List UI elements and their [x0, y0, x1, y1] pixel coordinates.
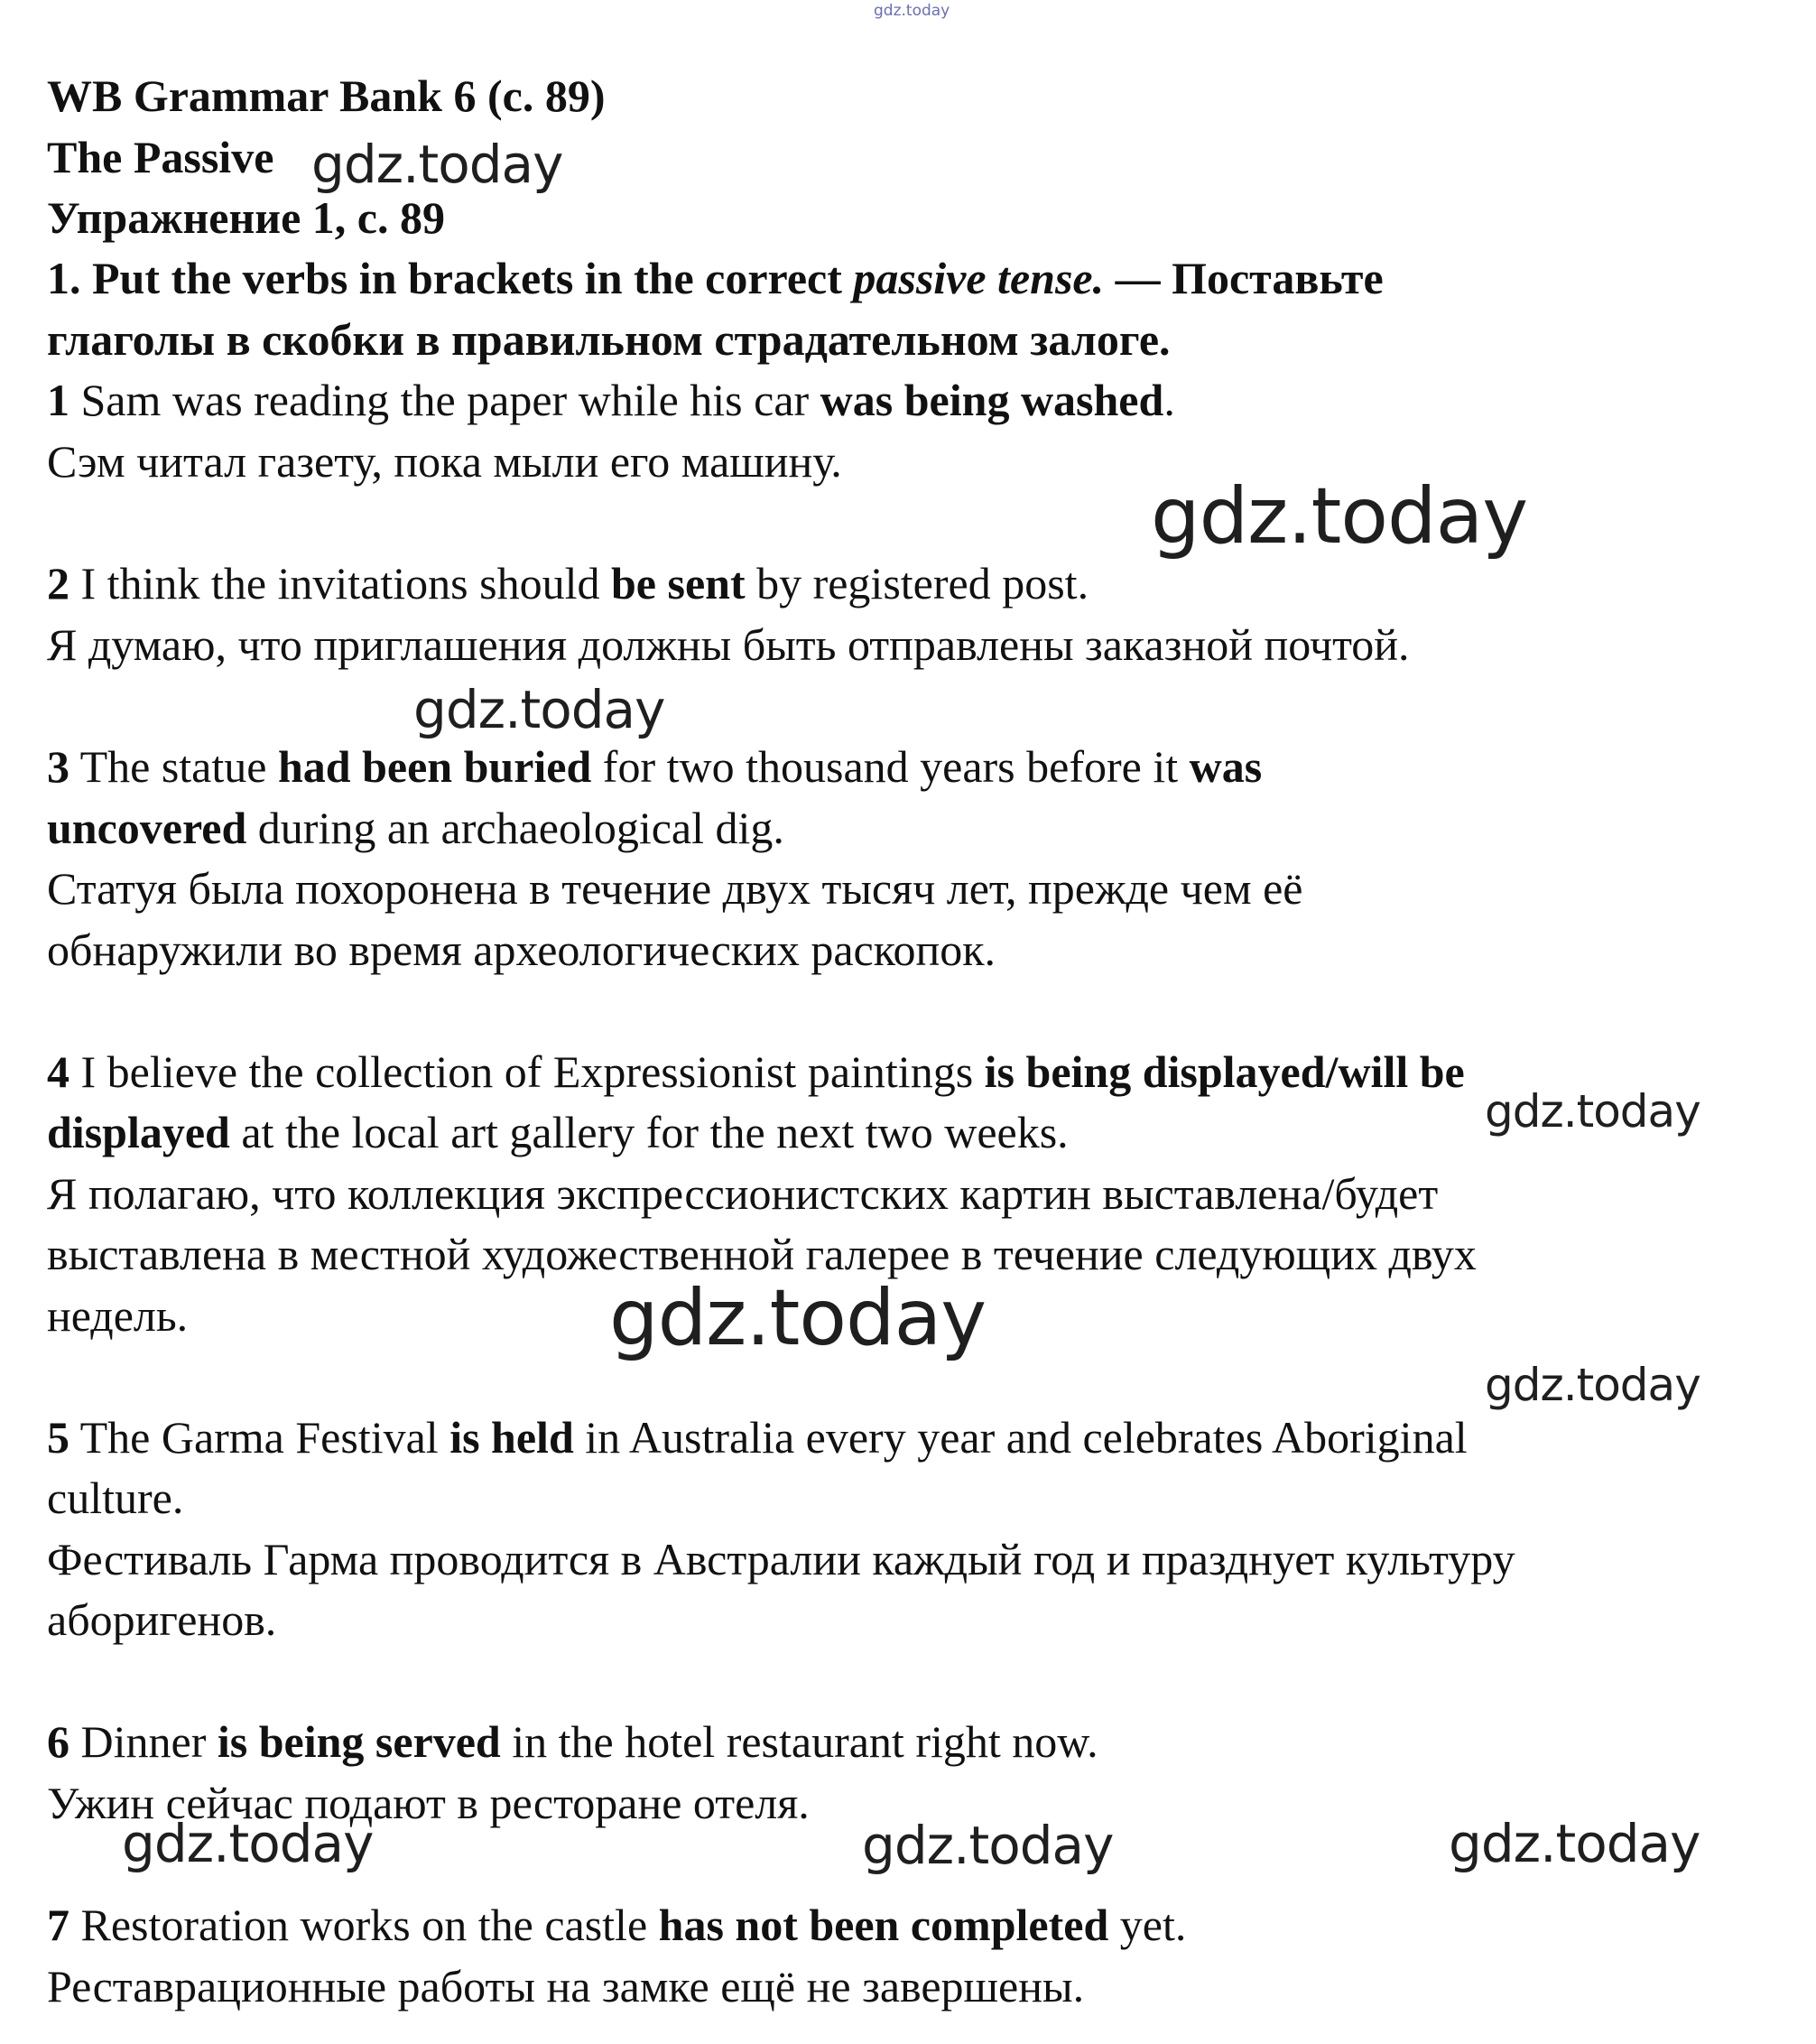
watermark: gdz.today [1151, 471, 1528, 562]
item-5-russian-line-1: Фестиваль Гарма проводится в Австралии каждый год и празднует культуру [47, 1534, 1515, 1584]
watermark: gdz.today [413, 679, 665, 740]
section-title: The Passive [47, 132, 274, 182]
item-3-english-line-2: uncovered during an archaeological dig. [47, 803, 784, 853]
item-5-english-line-1: 5 The Garma Festival is held in Australia every year and celebrates Aboriginal [47, 1412, 1468, 1463]
exercise-title: Упражнение 1, с. 89 [47, 192, 445, 243]
watermark: gdz.today [862, 1815, 1114, 1876]
item-1-russian: Сэм читал газету, пока мыли его машину. [47, 436, 842, 487]
item-7-russian: Реставрационные работы на замке ещё не завершены. [47, 1961, 1085, 2011]
item-1-english: 1 Sam was reading the paper while his car was being washed. [47, 375, 1175, 425]
item-4-russian-line-3: недель. [47, 1290, 189, 1341]
item-4-english-line-1: 4 I believe the collection of Expressionist paintings is being displayed/will be [47, 1046, 1465, 1097]
task-instruction-line-1: 1. Put the verbs in brackets in the correct passive tense. — Поставьте [47, 253, 1384, 303]
page-title: WB Grammar Bank 6 (с. 89) [47, 70, 606, 121]
watermark: gdz.today [122, 1813, 374, 1874]
item-2-english: 2 I think the invitations should be sent by registered post. [47, 558, 1089, 609]
watermark: gdz.today [311, 134, 563, 195]
watermark: gdz.today [1485, 1359, 1700, 1411]
item-3-russian-line-2: обнаружили во время археологических раскопок. [47, 924, 996, 975]
item-3-russian-line-1: Статуя была похоронена в течение двух тысяч лет, прежде чем её [47, 863, 1303, 914]
watermark-top: gdz.today [874, 2, 950, 20]
item-3-english-line-1: 3 The statue had been buried for two thousand years before it was [47, 741, 1263, 792]
item-6-english: 6 Dinner is being served in the hotel restaurant right now. [47, 1716, 1098, 1767]
item-5-russian-line-2: аборигенов. [47, 1594, 277, 1645]
item-2-russian: Я думаю, что приглашения должны быть отправлены заказной почтой. [47, 619, 1410, 670]
item-6-russian: Ужин сейчас подают в ресторане отеля. [47, 1778, 810, 1828]
watermark: gdz.today [1449, 1813, 1700, 1874]
item-4-russian-line-2: выставлена в местной художественной галерее в течение следующих двух [47, 1229, 1477, 1279]
item-4-russian-line-1: Я полагаю, что коллекция экспрессионистских картин выставлена/будет [47, 1168, 1439, 1219]
item-4-english-line-2: displayed at the local art gallery for the next two weeks. [47, 1107, 1069, 1157]
item-5-english-line-2: culture. [47, 1473, 184, 1523]
item-7-english: 7 Restoration works on the castle has not been completed yet. [47, 1900, 1187, 1950]
watermark: gdz.today [1485, 1085, 1700, 1138]
task-instruction-line-2: глаголы в скобки в правильном страдательном залоге. [47, 314, 1171, 365]
watermark: gdz.today [609, 1273, 987, 1363]
